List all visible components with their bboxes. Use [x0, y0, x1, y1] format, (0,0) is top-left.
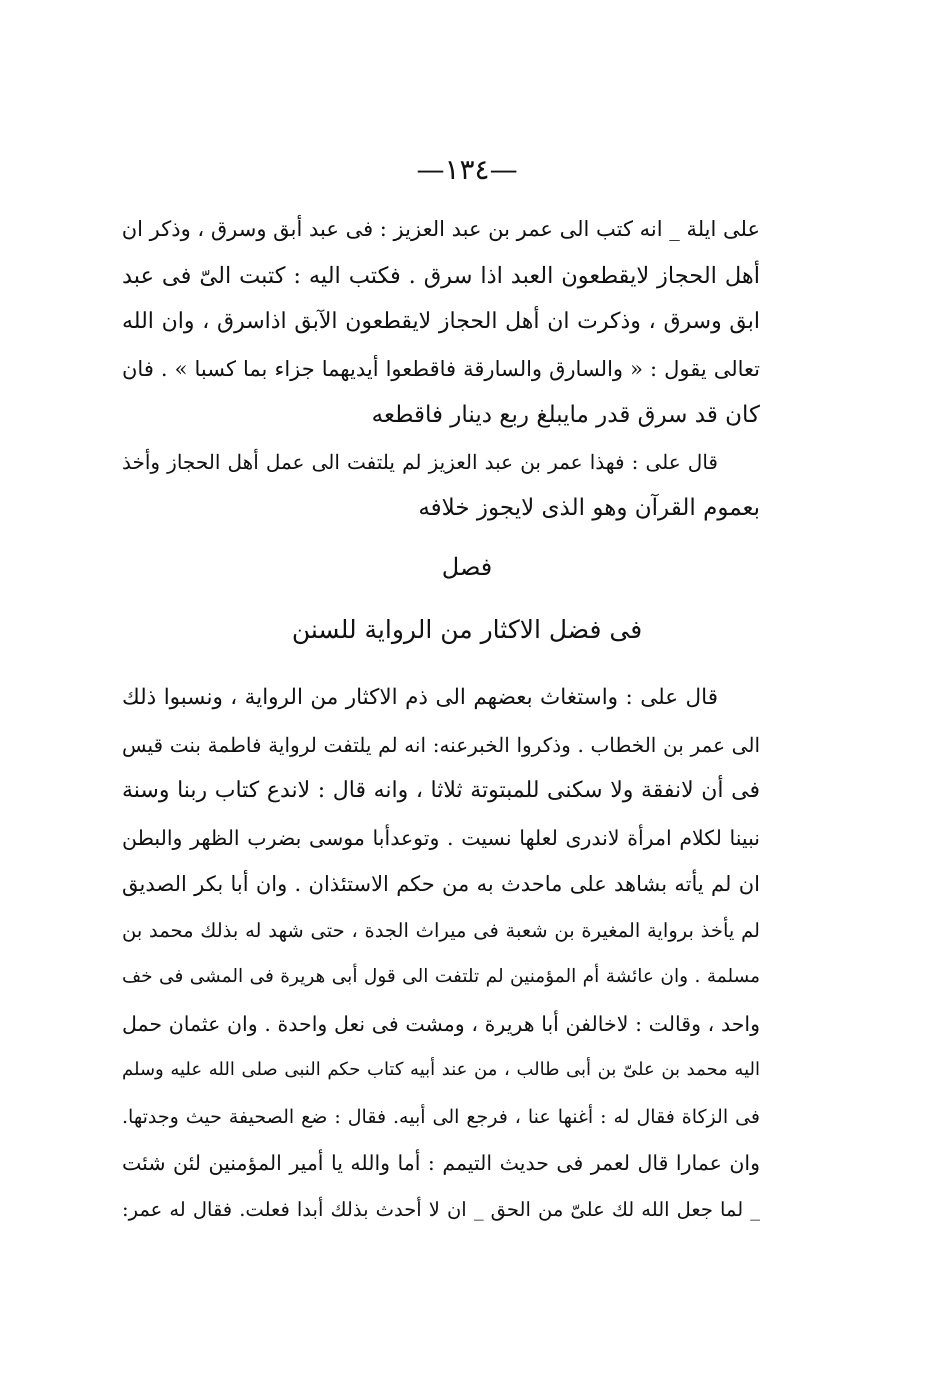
text-line: الى عمر بن الخطاب . وذكروا الخبرعنه: انه لم يلتفت لرواية فاطمة بنت قيس	[122, 732, 760, 757]
section-label: فصل	[441, 553, 493, 581]
text-line: قال على : فهذا عمر بن عبد العزيز لم يلتفت الى عمل أهل الحجاز وأخذ	[122, 449, 718, 474]
text-line: مسلمة . وان عائشة أم المؤمنين لم تلتفت الى قول أبى هريرة فى المشى فى خف	[122, 966, 760, 987]
text-line: على ايلة _ انه كتب الى عمر بن عبد العزيز : فى عبد أبق وسرق ، وذكر ان	[122, 217, 760, 241]
text-line: نبينا لكلام امرأة لاندرى لعلها نسيت . وتوعدأبا موسى بضرب الظهر والبطن	[122, 825, 760, 850]
text-line: قال على : واستغاث بعضهم الى ذم الاكثار من الرواية ، ونسبوا ذلك	[122, 685, 718, 710]
text-line: ان لم يأته بشاهد على ماحدث به من حكم الاستئذان . وان أبا بكر الصديق	[122, 872, 760, 896]
text-line: لم يأخذ برواية المغيرة بن شعبة فى ميراث الجدة ، حتى شهد له بذلك محمد بن	[122, 918, 760, 942]
paragraphs-bottom	[122, 675, 760, 1233]
text-line: فى أن لانفقة ولا سكنى للمبتوتة ثلاثا ، وانه قال : لاندع كتاب ربنا وسنة	[122, 778, 760, 803]
paragraphs-top	[122, 206, 760, 532]
text-line: كان قد سرق قدر مايبلغ ربع دينار فاقطعه	[371, 402, 760, 428]
text-line: فى الزكاة فقال له : أغنها عنا ، فرجع الى أبيه. فقال : ضع الصحيفة حيث وجدتها.	[122, 1105, 760, 1128]
text-line: أهل الحجاز لايقطعون العبد اذا سرق . فكتب اليه : كتبت الىّ فى عبد	[122, 262, 760, 289]
text-line: _ لما جعل الله لك علىّ من الحق _ ان لا أحدث بذلك أبدا فعلت. فقال له عمر:	[122, 1197, 760, 1221]
text-line: واحد ، وقالت : لاخالفن أبا هريرة ، ومشت فى نعل واحدة . وان عثمان حمل	[122, 1011, 760, 1036]
text-line: وان عمارا قال لعمر فى حديث التيمم : أما والله يا أمير المؤمنين لئن شئت	[122, 1151, 760, 1175]
text-line: ابق وسرق ، وذكرت ان أهل الحجاز لايقطعون الآبق اذاسرق ، وان الله	[122, 309, 760, 334]
text-line: اليه محمد بن علىّ بن أبى طالب ، من عند أبيه كتاب حكم النبى صلى الله عليه وسلم	[122, 1059, 760, 1080]
section-title: فى فضل الاكثار من الرواية للسنن	[291, 615, 643, 644]
text-line: بعموم القرآن وهو الذى لايجوز خلافه	[418, 495, 760, 521]
page-number: —١٣٤—	[416, 153, 518, 186]
text-line: تعالى يقول : « والسارق والسارقة فاقطعوا أيديهما جزاء بما كسبا » . فان	[122, 356, 760, 381]
